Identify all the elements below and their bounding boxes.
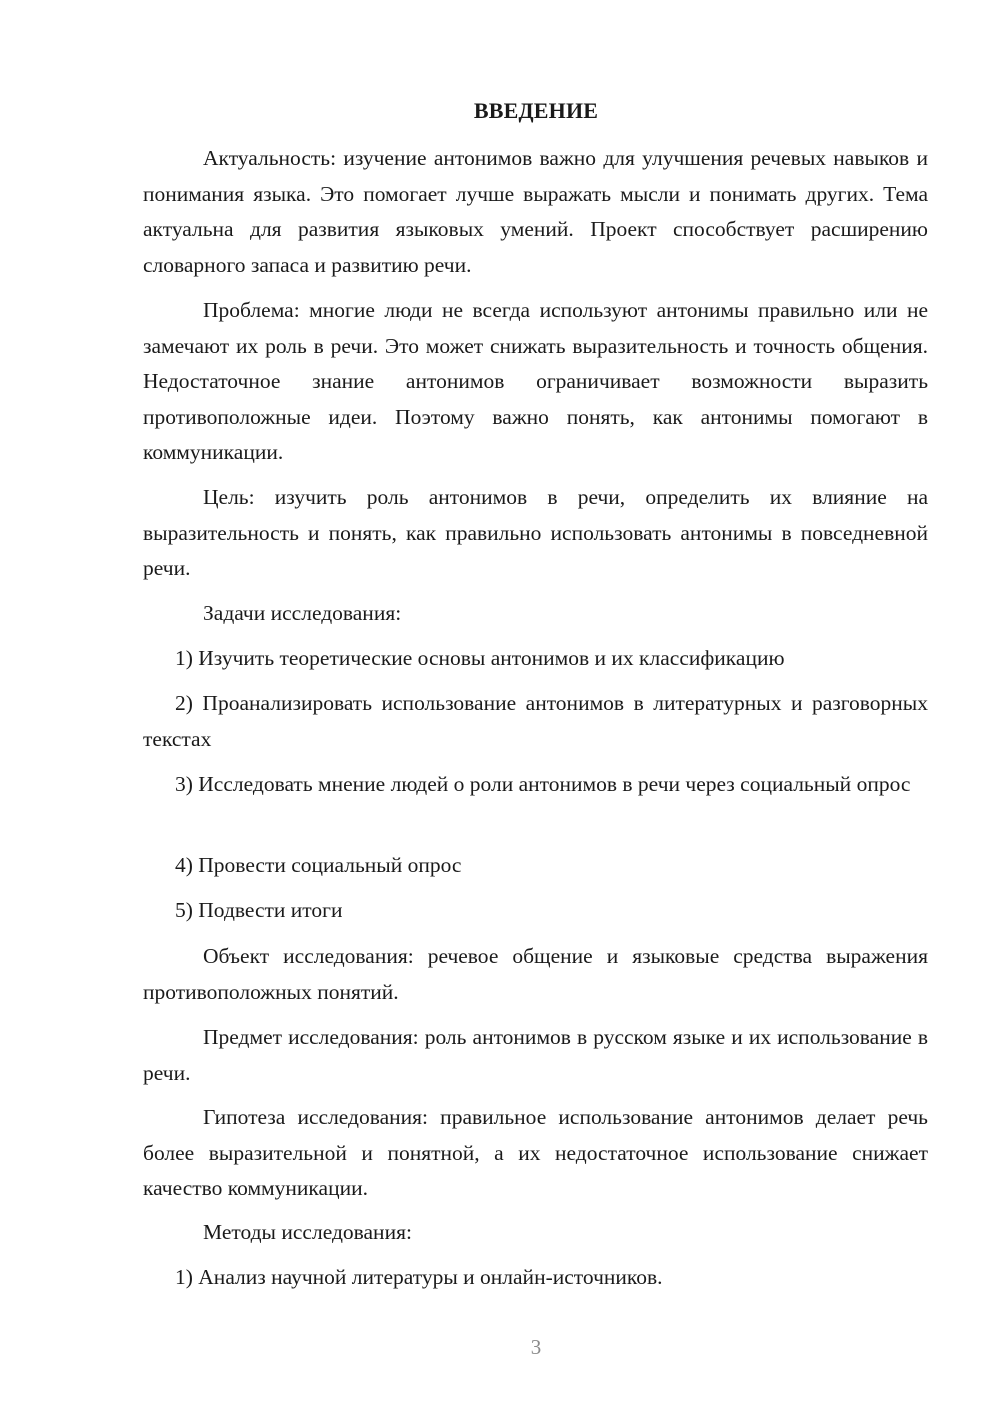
page-number: 3 xyxy=(530,1335,542,1359)
list-item-task-5: 5) Подвести итоги xyxy=(175,898,343,922)
paragraph-relevance: Актуальность: изучение антонимов важно для улучшения речевых навыков и понимания языка. Это помогает лучше выражать мысли и понимать других. Тема актуальна для развития языковых умений. Проект способствует расширению словарного запаса и развитию речи. xyxy=(143,146,928,277)
list-item-task-2: 2) Проанализировать использование антонимов в литературных и разговорных текстах xyxy=(143,691,928,751)
list-item-task-3: 3) Исследовать мнение людей о роли антонимов в речи через социальный опрос xyxy=(175,772,911,796)
paragraph-subject: Предмет исследования: роль антонимов в русском языке и их использование в речи. xyxy=(143,1025,928,1085)
paragraph-object: Объект исследования: речевое общение и языковые средства выражения противоположных понятий. xyxy=(143,944,928,1004)
list-item-task-4: 4) Провести социальный опрос xyxy=(175,853,462,877)
paragraph-tasks-heading: Задачи исследования: xyxy=(203,601,402,625)
paragraph-goal: Цель: изучить роль антонимов в речи, определить их влияние на выразительность и понять, как правильно использовать антонимы в повседневной речи. xyxy=(143,485,928,580)
paragraph-methods-heading: Методы исследования: xyxy=(203,1220,412,1244)
list-item-method-1: 1) Анализ научной литературы и онлайн-источников. xyxy=(175,1265,663,1289)
paragraph-problem: Проблема: многие люди не всегда используют антонимы правильно или не замечают их роль в речи. Это может снижать выразительность и точность общения. Недостаточное знание антонимов ограничивает возможности выразить противоположные идеи. Поэтому важно понять, как антонимы помогают в коммуникации. xyxy=(143,298,928,464)
paragraph-hypothesis: Гипотеза исследования: правильное использование антонимов делает речь более выразительной и понятной, а их недостаточное использование снижает качество коммуникации. xyxy=(143,1105,928,1200)
section-heading: ВВЕДЕНИЕ xyxy=(473,98,599,123)
list-item-task-1: 1) Изучить теоретические основы антонимов и их классификацию xyxy=(175,646,785,670)
